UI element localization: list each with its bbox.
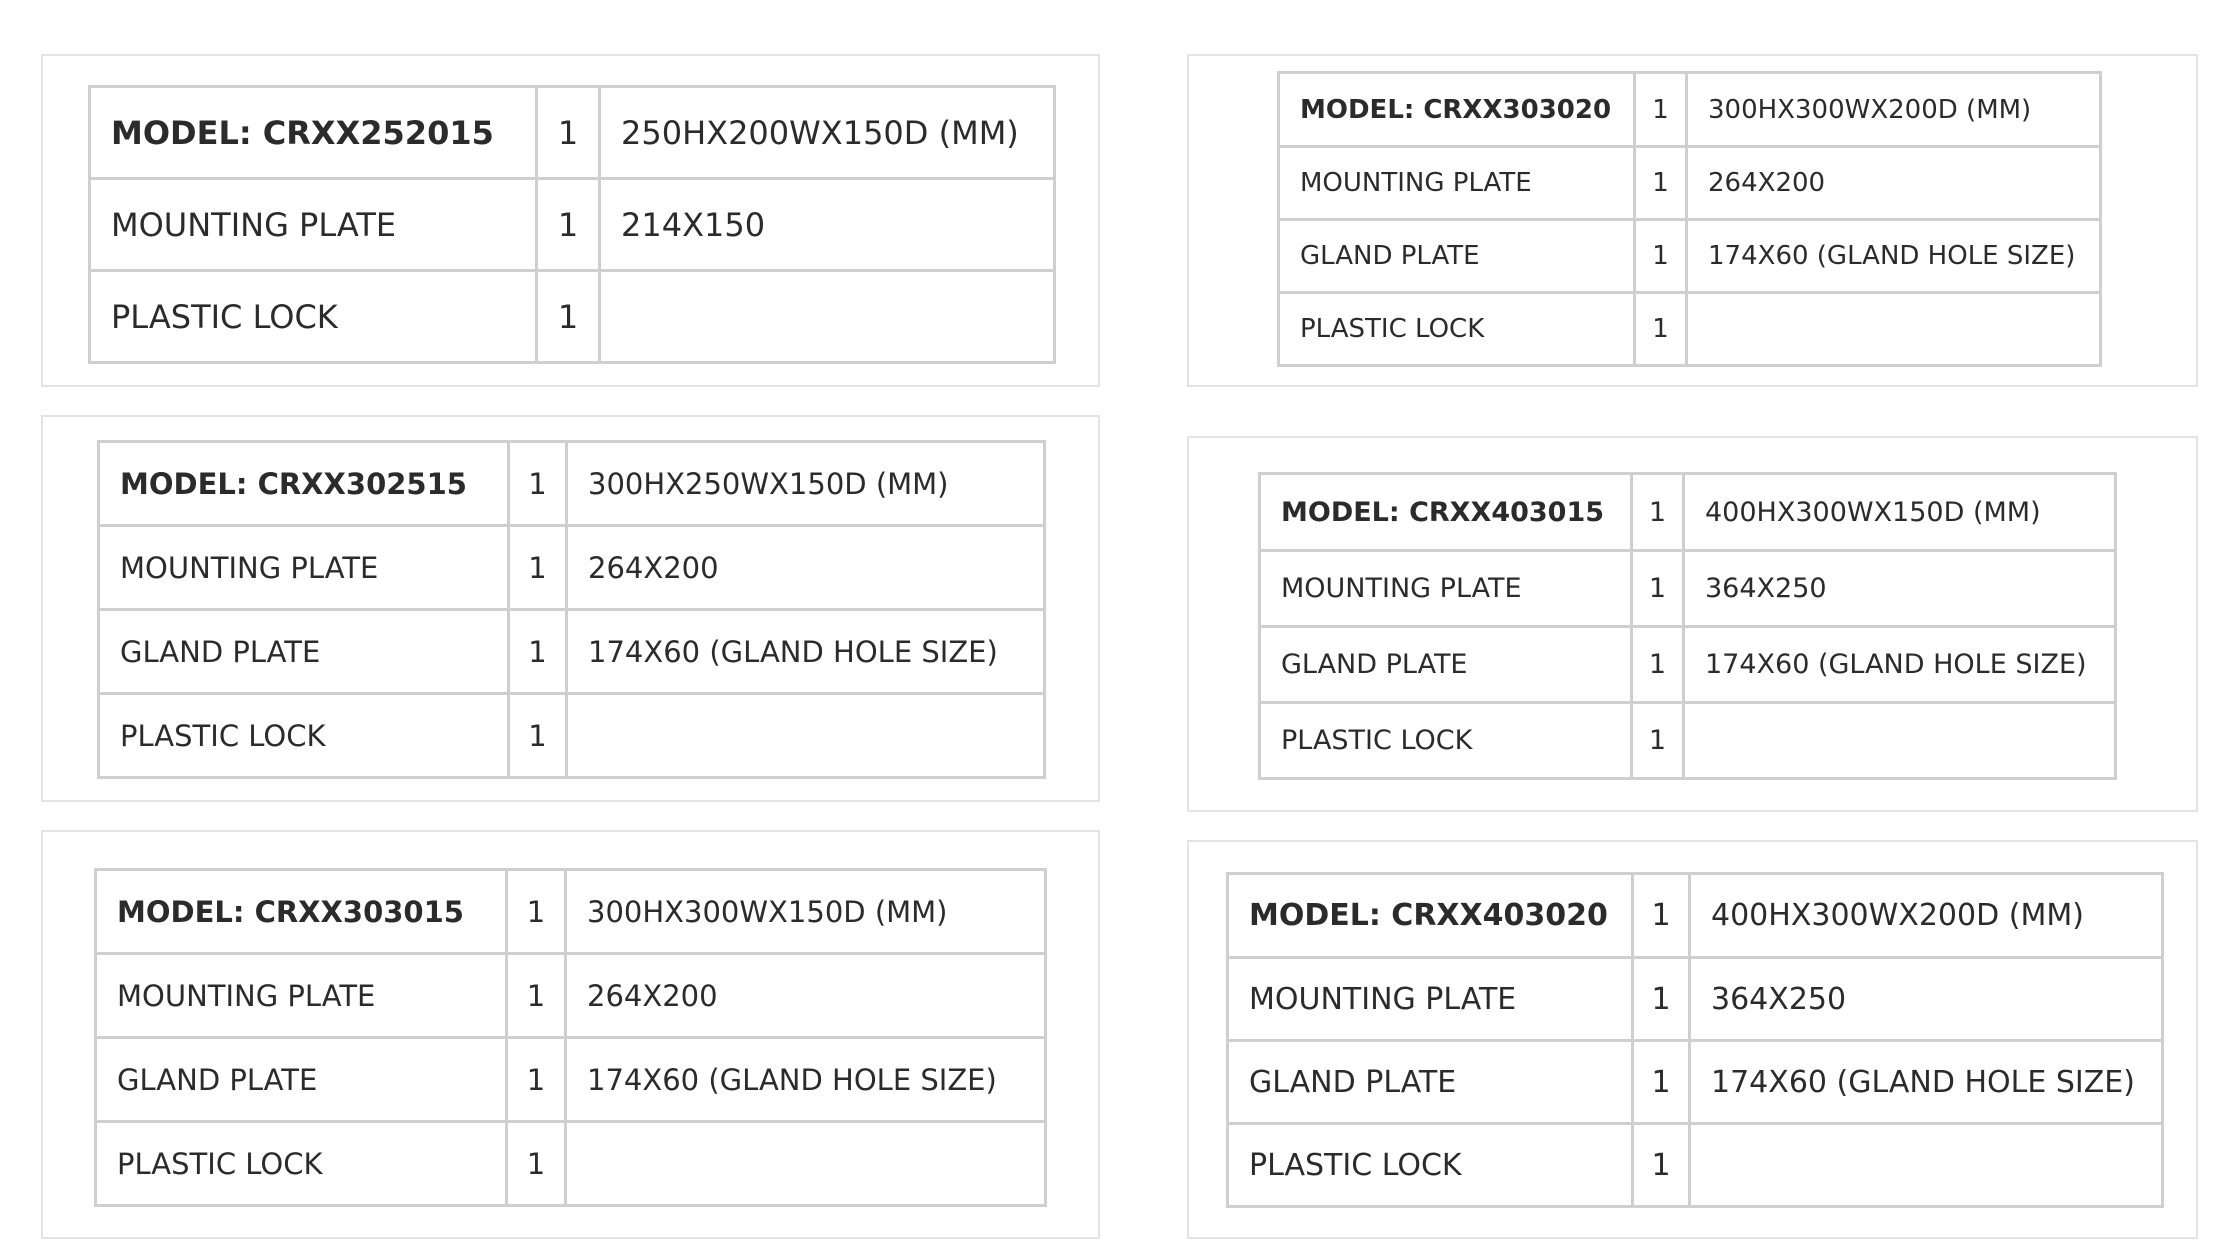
dimension-cell: 264X200 [567, 526, 1045, 610]
part-name-cell: PLASTIC LOCK [1260, 703, 1632, 779]
quantity-cell: 1 [507, 870, 566, 954]
part-name-cell: PLASTIC LOCK [1228, 1124, 1633, 1207]
quantity-cell: 1 [1635, 220, 1687, 293]
model-name-cell: MODEL: CRXX252015 [90, 87, 537, 179]
model-name-cell: MODEL: CRXX403020 [1228, 874, 1633, 958]
dimension-cell: 174X60 (GLAND HOLE SIZE) [567, 610, 1045, 694]
part-name-cell: GLAND PLATE [1279, 220, 1635, 293]
quantity-cell: 1 [509, 442, 567, 526]
dimension-cell: 264X200 [566, 954, 1046, 1038]
table-row-mounting-plate [99, 526, 1045, 610]
part-name-cell: MOUNTING PLATE [1260, 551, 1632, 627]
part-name-cell: MOUNTING PLATE [99, 526, 509, 610]
table-row-model [1228, 874, 2163, 958]
dimension-cell [567, 694, 1045, 778]
spec-table-crxx252015 [88, 85, 1056, 364]
dimension-cell: 174X60 (GLAND HOLE SIZE) [566, 1038, 1046, 1122]
quantity-cell: 1 [537, 87, 600, 179]
spec-table-crxx303015 [94, 868, 1047, 1207]
table-row-mounting-plate [90, 179, 1055, 271]
table-row-model [99, 442, 1045, 526]
quantity-cell: 1 [1635, 73, 1687, 147]
quantity-cell: 1 [1633, 1041, 1690, 1124]
part-name-cell: MOUNTING PLATE [90, 179, 537, 271]
dimension-cell [1687, 293, 2101, 366]
part-name-cell: MOUNTING PLATE [1228, 958, 1633, 1041]
dimension-cell: 174X60 (GLAND HOLE SIZE) [1687, 220, 2101, 293]
quantity-cell: 1 [509, 610, 567, 694]
table-row-model [1260, 474, 2116, 551]
spec-table-crxx403020 [1226, 872, 2164, 1208]
model-name-cell: MODEL: CRXX303015 [96, 870, 507, 954]
table-row-model [90, 87, 1055, 179]
table-row-plastic-lock [96, 1122, 1046, 1206]
part-name-cell: GLAND PLATE [1260, 627, 1632, 703]
quantity-cell: 1 [1632, 474, 1684, 551]
table-row-plastic-lock [99, 694, 1045, 778]
table-row-model [96, 870, 1046, 954]
dimension-cell [1690, 1124, 2163, 1207]
part-name-cell: GLAND PLATE [99, 610, 509, 694]
table-row-plastic-lock [1279, 293, 2101, 366]
table-row-plastic-lock [1228, 1124, 2163, 1207]
dimension-cell: 174X60 (GLAND HOLE SIZE) [1684, 627, 2116, 703]
quantity-cell: 1 [1633, 958, 1690, 1041]
table-row-plastic-lock [90, 271, 1055, 363]
dimension-cell: 214X150 [600, 179, 1055, 271]
part-name-cell: PLASTIC LOCK [90, 271, 537, 363]
table-row-gland-plate [99, 610, 1045, 694]
dimension-cell: 400HX300WX200D (MM) [1690, 874, 2163, 958]
table-row-gland-plate [1260, 627, 2116, 703]
quantity-cell: 1 [1635, 147, 1687, 220]
table-row-mounting-plate [1279, 147, 2101, 220]
dimension-cell [1684, 703, 2116, 779]
table-row-gland-plate [1228, 1041, 2163, 1124]
dimension-cell [566, 1122, 1046, 1206]
spec-table-crxx303020 [1277, 71, 2102, 367]
part-name-cell: GLAND PLATE [96, 1038, 507, 1122]
dimension-cell: 300HX300WX150D (MM) [566, 870, 1046, 954]
spec-table-crxx302515 [97, 440, 1046, 779]
quantity-cell: 1 [509, 526, 567, 610]
dimension-cell: 364X250 [1690, 958, 2163, 1041]
dimension-cell: 300HX300WX200D (MM) [1687, 73, 2101, 147]
model-name-cell: MODEL: CRXX403015 [1260, 474, 1632, 551]
table-row-model [1279, 73, 2101, 147]
part-name-cell: PLASTIC LOCK [1279, 293, 1635, 366]
quantity-cell: 1 [509, 694, 567, 778]
dimension-cell: 264X200 [1687, 147, 2101, 220]
table-row-gland-plate [96, 1038, 1046, 1122]
table-row-mounting-plate [1260, 551, 2116, 627]
part-name-cell: GLAND PLATE [1228, 1041, 1633, 1124]
dimension-cell: 400HX300WX150D (MM) [1684, 474, 2116, 551]
spec-table-crxx403015 [1258, 472, 2117, 780]
part-name-cell: MOUNTING PLATE [96, 954, 507, 1038]
quantity-cell: 1 [1633, 1124, 1690, 1207]
dimension-cell: 300HX250WX150D (MM) [567, 442, 1045, 526]
quantity-cell: 1 [1632, 551, 1684, 627]
quantity-cell: 1 [1632, 627, 1684, 703]
model-name-cell: MODEL: CRXX302515 [99, 442, 509, 526]
dimension-cell [600, 271, 1055, 363]
quantity-cell: 1 [537, 179, 600, 271]
quantity-cell: 1 [1632, 703, 1684, 779]
part-name-cell: PLASTIC LOCK [96, 1122, 507, 1206]
table-row-plastic-lock [1260, 703, 2116, 779]
table-row-mounting-plate [96, 954, 1046, 1038]
quantity-cell: 1 [1635, 293, 1687, 366]
table-row-gland-plate [1279, 220, 2101, 293]
quantity-cell: 1 [507, 1122, 566, 1206]
part-name-cell: PLASTIC LOCK [99, 694, 509, 778]
dimension-cell: 364X250 [1684, 551, 2116, 627]
quantity-cell: 1 [507, 954, 566, 1038]
dimension-cell: 250HX200WX150D (MM) [600, 87, 1055, 179]
table-row-mounting-plate [1228, 958, 2163, 1041]
dimension-cell: 174X60 (GLAND HOLE SIZE) [1690, 1041, 2163, 1124]
model-name-cell: MODEL: CRXX303020 [1279, 73, 1635, 147]
part-name-cell: MOUNTING PLATE [1279, 147, 1635, 220]
quantity-cell: 1 [537, 271, 600, 363]
quantity-cell: 1 [507, 1038, 566, 1122]
quantity-cell: 1 [1633, 874, 1690, 958]
